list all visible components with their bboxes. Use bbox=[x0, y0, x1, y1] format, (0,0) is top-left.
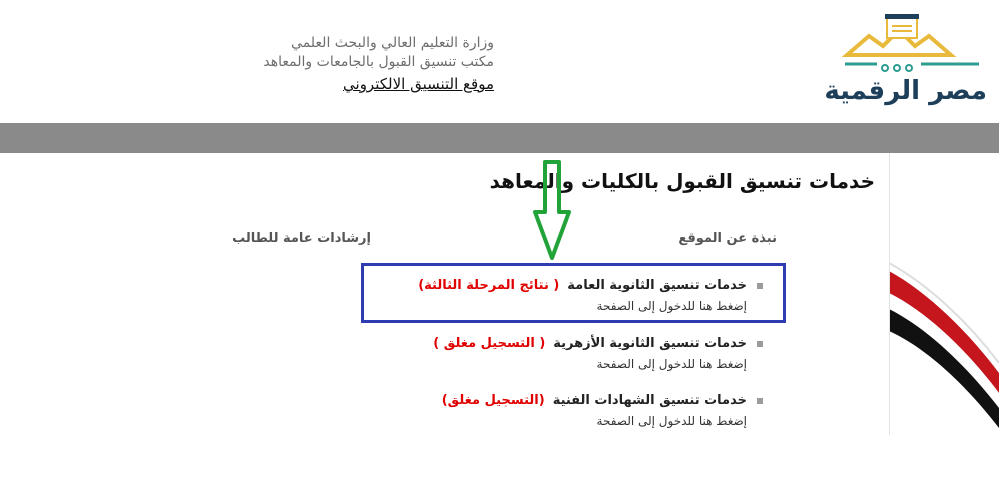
office-name: مكتب تنسيق القبول بالجامعات والمعاهد bbox=[263, 54, 494, 70]
bullet-icon bbox=[757, 398, 763, 404]
service-title[interactable]: خدمات تنسيق الثانوية الأزهرية bbox=[553, 336, 747, 351]
highlight-box bbox=[361, 263, 786, 323]
logo-text: مصر الرقمية bbox=[824, 76, 987, 106]
service-status: ( نتائج المرحلة الثالثة) bbox=[418, 278, 560, 293]
ministry-block bbox=[263, 34, 494, 95]
service-entry-link[interactable]: إضغط هنا للدخول إلى الصفحة bbox=[596, 299, 747, 313]
green-down-arrow-icon bbox=[533, 160, 571, 260]
service-item-azhar-secondary bbox=[433, 336, 763, 371]
service-status: (التسجيل مغلق) bbox=[441, 393, 545, 408]
site-header bbox=[0, 0, 999, 123]
flag-decoration-icon bbox=[889, 153, 999, 433]
service-entry-link[interactable]: إضغط هنا للدخول إلى الصفحة bbox=[596, 357, 747, 371]
ministry-name: وزارة التعليم العالي والبحث العلمي bbox=[291, 35, 494, 51]
service-title[interactable]: خدمات تنسيق الشهادات الفنية bbox=[552, 393, 747, 408]
service-status: ( التسجيل مغلق ) bbox=[433, 336, 546, 351]
site-link[interactable]: موقع التنسيق الالكتروني bbox=[343, 75, 494, 93]
grey-banner bbox=[0, 123, 999, 153]
student-instructions-heading[interactable]: إرشادات عامة للطالب bbox=[232, 231, 371, 246]
service-entry-link[interactable]: إضغط هنا للدخول إلى الصفحة bbox=[596, 414, 747, 428]
service-title[interactable]: خدمات تنسيق الثانوية العامة bbox=[567, 278, 747, 293]
service-item-technical-certificates bbox=[442, 393, 763, 428]
about-site-heading[interactable]: نبذة عن الموقع bbox=[678, 231, 777, 246]
bullet-icon bbox=[757, 341, 763, 347]
page-title: خدمات تنسيق القبول بالكليات والمعاهد bbox=[489, 169, 875, 193]
